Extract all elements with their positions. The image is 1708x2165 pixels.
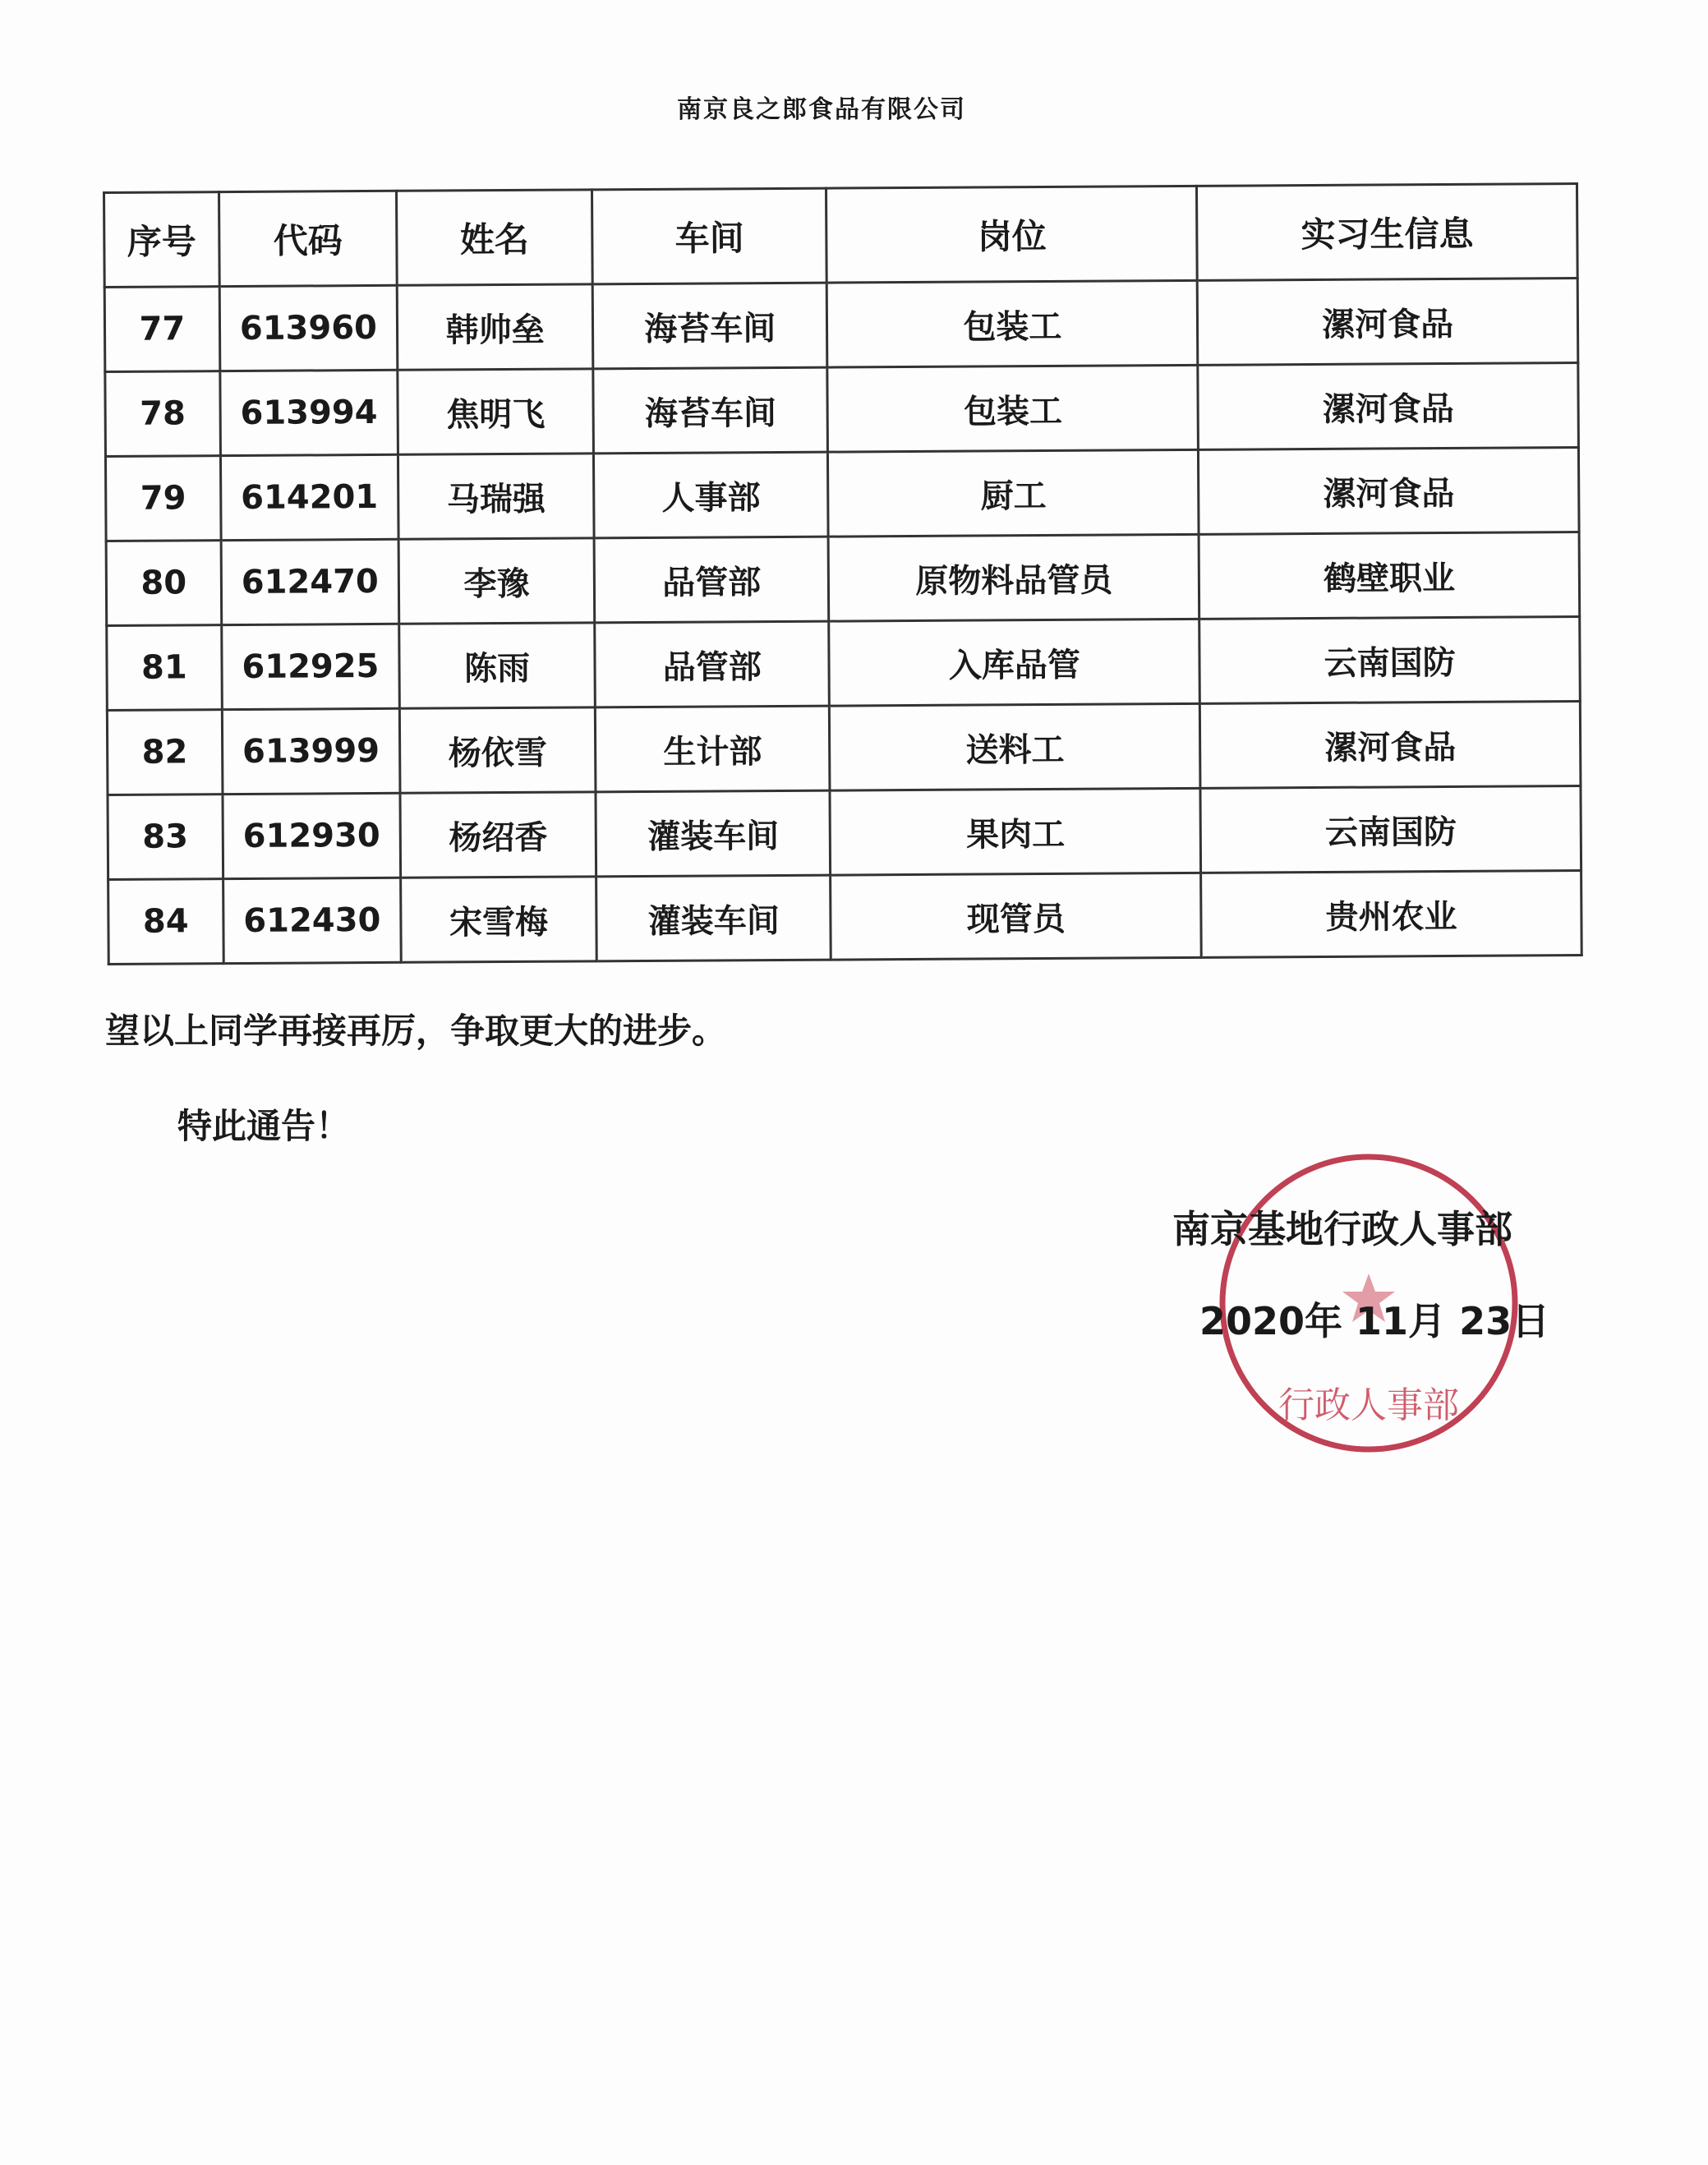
cell-workshop: 灌装车间 — [596, 790, 831, 877]
cell-code: 613960 — [219, 285, 398, 371]
table-row — [106, 532, 1580, 626]
cell-index: 81 — [107, 625, 222, 711]
table-row — [104, 279, 1578, 372]
table-row — [107, 617, 1581, 711]
col-header-code: 代码 — [219, 191, 397, 286]
cell-position: 厨工 — [828, 449, 1199, 537]
cell-position: 送料工 — [830, 703, 1200, 790]
cell-position: 原物料品管员 — [829, 534, 1199, 621]
cell-index: 84 — [108, 879, 223, 965]
cell-workshop: 品管部 — [595, 621, 830, 707]
cell-name: 韩帅垒 — [397, 284, 593, 370]
cell-name: 马瑞强 — [398, 454, 595, 539]
cell-name: 焦明飞 — [398, 369, 594, 454]
stamp-text: 行政人事部 — [1278, 1384, 1459, 1426]
cell-position: 包装工 — [827, 280, 1198, 367]
cell-position: 包装工 — [827, 365, 1198, 452]
cell-workshop: 灌装车间 — [596, 875, 831, 961]
cell-intern-info: 云南国防 — [1200, 786, 1581, 873]
cell-position: 果肉工 — [830, 788, 1200, 875]
table-row — [108, 786, 1581, 880]
table-row — [107, 702, 1581, 795]
cell-workshop: 品管部 — [594, 537, 829, 623]
col-header-index: 序号 — [104, 192, 219, 288]
cell-code: 613999 — [222, 708, 400, 794]
cell-name: 杨依雪 — [399, 707, 596, 793]
cell-code: 612925 — [221, 624, 399, 709]
cell-code: 613994 — [220, 370, 398, 455]
cell-workshop: 海苔车间 — [593, 367, 828, 454]
cell-position: 现管员 — [831, 873, 1201, 960]
cell-index: 80 — [106, 541, 221, 626]
cell-index: 78 — [105, 371, 220, 457]
cell-code: 612430 — [223, 878, 401, 963]
cell-name: 陈雨 — [399, 623, 596, 708]
cell-index: 82 — [107, 710, 222, 795]
cell-intern-info: 云南国防 — [1199, 617, 1580, 704]
cell-workshop: 生计部 — [595, 706, 830, 792]
cell-intern-info: 漯河食品 — [1198, 363, 1578, 450]
cell-intern-info: 鹤壁职业 — [1199, 532, 1579, 620]
cell-name: 杨绍香 — [400, 792, 596, 878]
table-row — [105, 363, 1579, 457]
col-header-workshop: 车间 — [592, 188, 827, 284]
cell-code: 612470 — [221, 539, 399, 624]
intern-table — [103, 182, 1583, 965]
col-header-intern-info: 实习生信息 — [1197, 184, 1577, 281]
notice-text: 特此通告！ — [177, 1106, 351, 1146]
cell-index: 77 — [104, 287, 219, 372]
remark-text: 望以上同学再接再厉，争取更大的进步。 — [105, 1011, 727, 1051]
table-row — [108, 871, 1582, 965]
table-row — [105, 448, 1579, 541]
cell-code: 614201 — [220, 454, 398, 540]
cell-workshop: 海苔车间 — [592, 283, 827, 369]
cell-name: 李豫 — [398, 538, 595, 624]
cell-intern-info: 贵州农业 — [1201, 871, 1581, 958]
cell-position: 入库品管 — [829, 619, 1199, 706]
cell-workshop: 人事部 — [594, 452, 829, 538]
cell-intern-info: 漯河食品 — [1200, 702, 1581, 789]
cell-index: 83 — [108, 795, 223, 880]
cell-intern-info: 漯河食品 — [1199, 448, 1579, 535]
table-header-row — [104, 184, 1578, 288]
cell-intern-info: 漯河食品 — [1197, 279, 1577, 366]
cell-name: 宋雪梅 — [401, 877, 597, 962]
col-header-name: 姓名 — [397, 190, 593, 285]
cell-index: 79 — [105, 456, 220, 541]
company-title: 南京良之郎食品有限公司 — [677, 95, 966, 124]
signature-dept: 南京基地行政人事部 — [1172, 1207, 1512, 1251]
col-header-position: 岗位 — [826, 186, 1198, 283]
signature-date: 2020年 11月 23日 — [1199, 1299, 1550, 1343]
cell-code: 612930 — [223, 793, 401, 878]
